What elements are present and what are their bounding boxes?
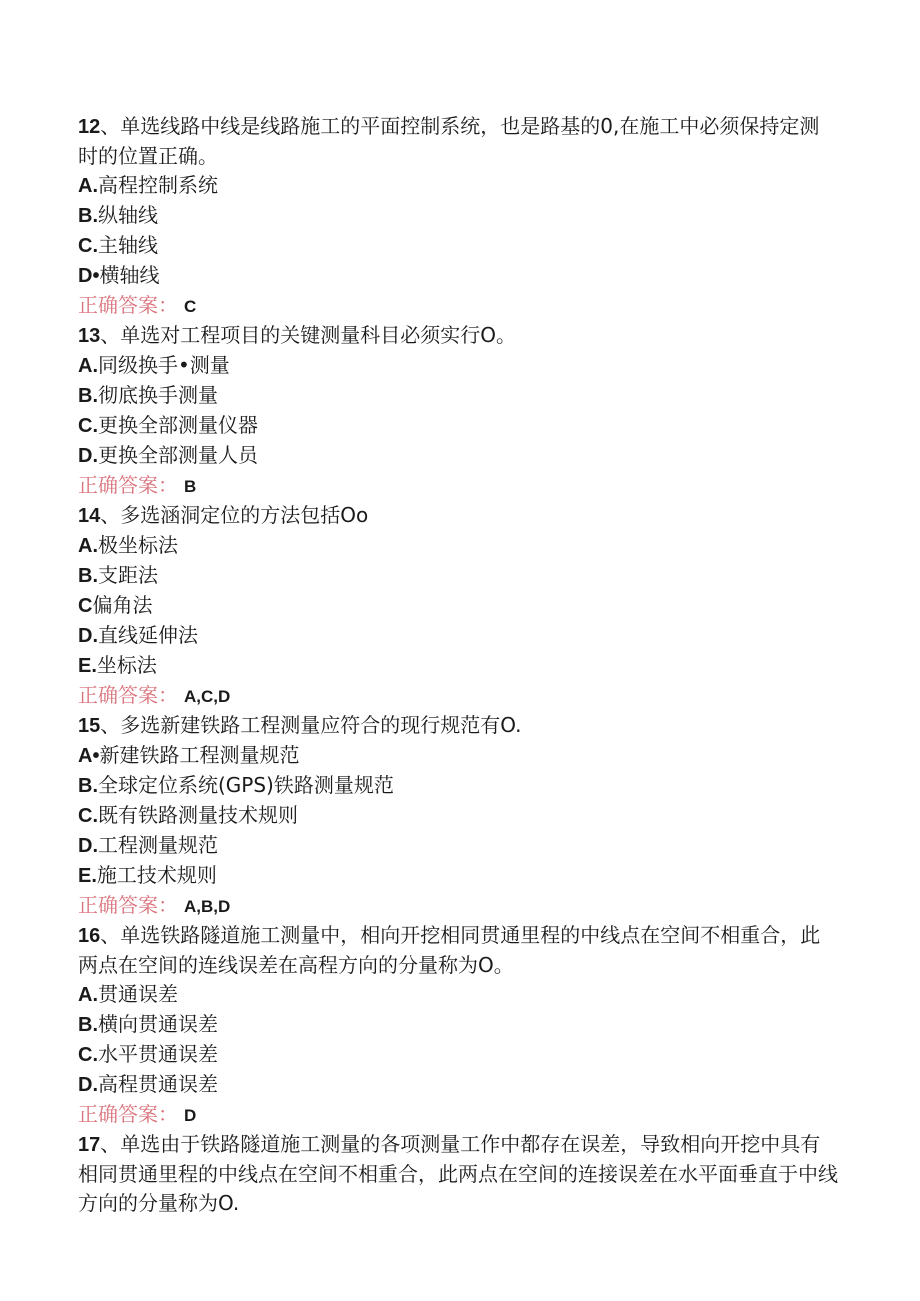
answer-row [78,681,838,711]
option-b [78,381,838,411]
option-letter: C. [78,415,98,437]
option-letter: A. [78,984,98,1006]
question-number: 16 [78,925,101,947]
question-stem [78,921,838,980]
answer-row [78,291,838,321]
question-number: 12 [78,116,101,138]
question-text: 单选铁路隧道施工测量中，相向开挖相同贯通里程的中线点在空间不相重合，此两点在空间的连线误差在高程方向的分量称为O。 [78,923,821,977]
option-letter: C. [78,805,98,827]
question-separator: 、 [100,1132,121,1156]
option-letter: B. [78,205,98,227]
question-number: 17 [78,1134,101,1156]
option-letter: D. [78,445,98,467]
option-text: 全球定位系统(GPS)铁路测量规范 [98,773,394,797]
option-letter: B. [78,385,98,407]
option-d [78,441,838,471]
answer-value: D [184,1106,197,1125]
answer-label: 正确答案： [78,293,178,317]
option-text: 纵轴线 [98,203,158,227]
option-letter: B. [78,775,98,797]
question-stem [78,1130,838,1218]
option-text: 工程测量规范 [98,833,218,857]
question-14 [78,501,838,711]
question-15 [78,711,838,921]
option-a [78,741,838,771]
question-stem [78,112,838,171]
answer-value: A,B,D [184,897,231,916]
question-16 [78,921,838,1130]
option-text: 彻底换手测量 [98,383,218,407]
option-letter: D• [78,265,100,287]
option-e [78,861,838,891]
option-text: 偏角法 [92,593,153,617]
answer-row [78,471,838,501]
option-text: 既有铁路测量技术规则 [98,803,298,827]
option-letter: D. [78,1074,98,1096]
option-text: 高程控制系统 [98,173,218,197]
answer-value: B [184,477,197,496]
option-d [78,831,838,861]
option-text: 新建铁路工程测量规范 [99,743,300,767]
question-text: 单选由于铁路隧道施工测量的各项测量工作中都存在误差，导致相向开挖中具有相同贯通里程的中线点在空间不相重合，此两点在空间的连接误差在水平面垂直于中线方向的分量称为O. [78,1132,838,1215]
option-letter: E. [78,655,97,677]
option-text: 横轴线 [99,263,160,287]
question-text: 多选涵洞定位的方法包括Oo [120,503,369,527]
option-text: 极坐标法 [98,533,178,557]
question-number: 15 [78,715,101,737]
question-separator: 、 [100,323,121,347]
option-a [78,351,838,381]
option-letter: C [78,595,93,617]
answer-label: 正确答案： [78,893,178,917]
answer-value: C [184,297,197,316]
option-c [78,591,838,621]
option-a [78,171,838,201]
question-separator: 、 [100,713,121,737]
option-text: 水平贯通误差 [98,1042,218,1066]
option-a [78,531,838,561]
option-d [78,621,838,651]
option-b [78,561,838,591]
question-text: 单选线路中线是线路施工的平面控制系统，也是路基的0,在施工中必须保持定测时的位置正确。 [78,114,820,168]
option-letter: A. [78,355,98,377]
option-letter: B. [78,1014,98,1036]
option-text: 贯通误差 [98,982,178,1006]
option-d [78,1070,838,1100]
option-text: 支距法 [98,563,158,587]
question-separator: 、 [100,503,121,527]
option-letter: A. [78,175,98,197]
option-c [78,1040,838,1070]
option-d [78,261,838,291]
question-stem [78,711,838,741]
answer-label: 正确答案： [78,683,178,707]
option-b [78,1010,838,1040]
option-letter: C. [78,235,98,257]
answer-label: 正确答案： [78,1102,178,1126]
answer-row [78,891,838,921]
question-separator: 、 [100,923,121,947]
option-text: 坐标法 [96,653,157,677]
question-13 [78,321,838,501]
question-text: 单选对工程项目的关键测量科目必须实行O。 [120,323,516,347]
question-text: 多选新建铁路工程测量应符合的现行规范有O. [120,713,522,737]
option-letter: D. [78,835,98,857]
option-text: 主轴线 [98,233,158,257]
option-letter: C. [78,1044,98,1066]
option-e [78,651,838,681]
option-c [78,411,838,441]
option-text: 施工技术规则 [96,863,217,887]
question-separator: 、 [100,114,121,138]
option-letter: D. [78,625,98,647]
option-c [78,231,838,261]
question-number: 13 [78,325,101,347]
option-text: 同级换手•测量 [98,353,230,377]
question-12 [78,112,838,321]
question-stem [78,501,838,531]
document-page [78,112,838,1218]
option-a [78,980,838,1010]
question-stem [78,321,838,351]
option-text: 直线延伸法 [98,623,198,647]
option-c [78,801,838,831]
option-letter: B. [78,565,98,587]
option-text: 更换全部测量仪器 [98,413,258,437]
option-text: 高程贯通误差 [98,1072,218,1096]
option-letter: E. [78,865,97,887]
question-number: 14 [78,505,101,527]
option-text: 更换全部测量人员 [98,443,258,467]
option-letter: A• [78,745,100,767]
option-b [78,771,838,801]
answer-label: 正确答案： [78,473,178,497]
option-text: 横向贯通误差 [98,1012,218,1036]
option-b [78,201,838,231]
option-letter: A. [78,535,98,557]
question-17 [78,1130,838,1218]
answer-row [78,1100,838,1130]
answer-value: A,C,D [184,687,231,706]
